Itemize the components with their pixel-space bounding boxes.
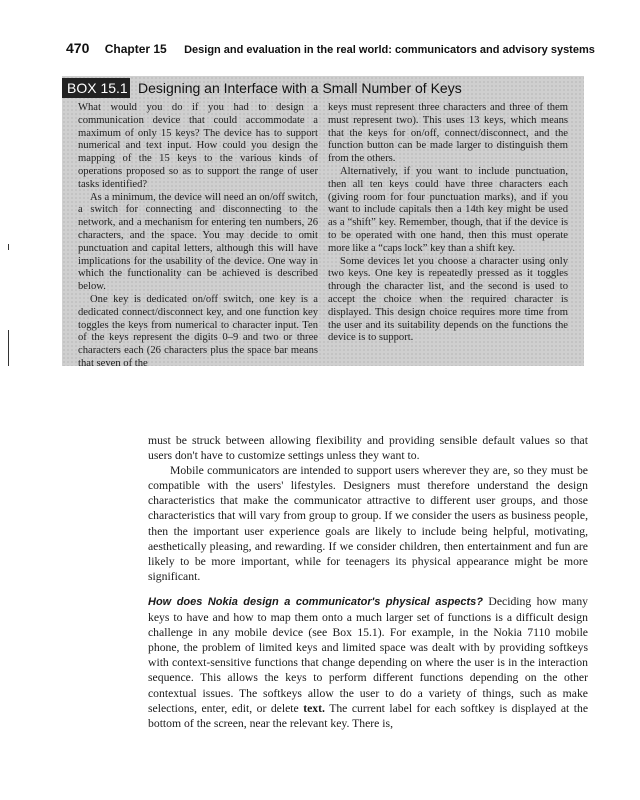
- running-title: Design and evaluation in the real world: communicators and advisory systems: [184, 44, 595, 56]
- box-title: Designing an Interface with a Small Number of Keys: [138, 80, 462, 96]
- main-text: [148, 433, 588, 731]
- sidebar-box: [62, 76, 584, 369]
- section-run-in-heading: How does Nokia design a communicator's physical aspects?: [148, 595, 484, 608]
- body-text-run: Deciding how many keys to have and how to map them onto a much larger set of functions is a difficult design challenge in any mobile device (see Box 15.1). For example, in the Nokia 7110 mobile phone, the problem of limited keys and limited space was dealt with by providing softkeys with context-sensitive functions that change depending on where the user is in the interaction sequence. This allows the keys to perform different functions depending on the other contextual issues. The softkeys allow the user to do a variety of things, such as make selections, enter, edit, or delete: [148, 594, 589, 715]
- box-header: [62, 76, 584, 98]
- body-paragraph: must be struck between allowing flexibility and providing sensible default values so that users don't have to customize settings unless they want to.: [148, 434, 588, 463]
- body-paragraph-with-heading: [148, 594, 588, 731]
- box-paragraph: keys must represent three characters and three of them must represent two). This uses 13 keys, which means that the keys for on/off, connect/disconnect, and the function button can be made larger to distinguish them from the others.: [328, 102, 568, 165]
- margin-mark: [8, 330, 9, 366]
- box-paragraph: What would you do if you had to design a communication device that could accommodate a maximum of only 15 keys? The device has to support numerical and text input. How could you design the mapping of the 15 keys to the various kinds of operations proposed so as to support the range of user tasks identified?: [78, 102, 318, 190]
- box-paragraph: As a minimum, the device will need an on/off switch, a switch for connecting and disconnecting to the network, and a mechanism for entering ten numbers, 26 characters, and the space. You may decide to omit punctuation and capital letters, although this will have implications for the usability of the device. One way in which the functionality can be achieved is described below.: [78, 191, 318, 293]
- margin-mark: [8, 244, 9, 250]
- box-label: BOX 15.1: [62, 78, 130, 98]
- running-header: [66, 40, 606, 56]
- box-paragraph: Alternatively, if you want to include punctuation, then all ten keys could have three characters each (giving room for four punctuation marks), and if you want to include capitals then a 14th key might be used as a “shift” key. Remember, though, that if the device is to be operated with one hand, then this must operate more like a “caps lock” key than a shift key.: [328, 165, 568, 254]
- page-number: 470: [66, 40, 90, 56]
- body-text-run-bold: text.: [303, 701, 325, 715]
- box-left-column: [78, 102, 318, 371]
- box-paragraph: One key is dedicated on/off switch, one key is a dedicated connect/disconnect key, and one function key toggles the keys from numerical to character input. Ten of the keys represent the digits 0–9 and two or three characters each (26 characters plus the space bar means that seven of the: [78, 293, 318, 369]
- body-paragraph: Mobile communicators are intended to support users wherever they are, so they must be compatible with the users' lifestyles. Designers must therefore understand the design characteristics that make the communicator attractive to different user groups, and those characteristics that will vary from group to group. If we consider the users as business people, then the important user experience goals are likely to include being helpful, motivating, aesthetically pleasing, and rewarding. If we consider children, then entertainment and fun are likely to be more important, while for teenagers its physical appearance might be more significant.: [148, 464, 588, 583]
- body-text-run: The current label for each softkey is displayed at the bottom of the screen, near the relevant key. There is,: [148, 701, 589, 730]
- box-paragraph: Some devices let you choose a character using only two keys. One key is repeatedly pressed as it toggles through the character list, and the second is used to accept the choice when the required character is displayed. This design choice requires more time from the user and its suitability depends on the functions the device is to support.: [328, 255, 568, 344]
- box-right-column: [328, 102, 568, 345]
- chapter-label: Chapter 15: [104, 42, 167, 56]
